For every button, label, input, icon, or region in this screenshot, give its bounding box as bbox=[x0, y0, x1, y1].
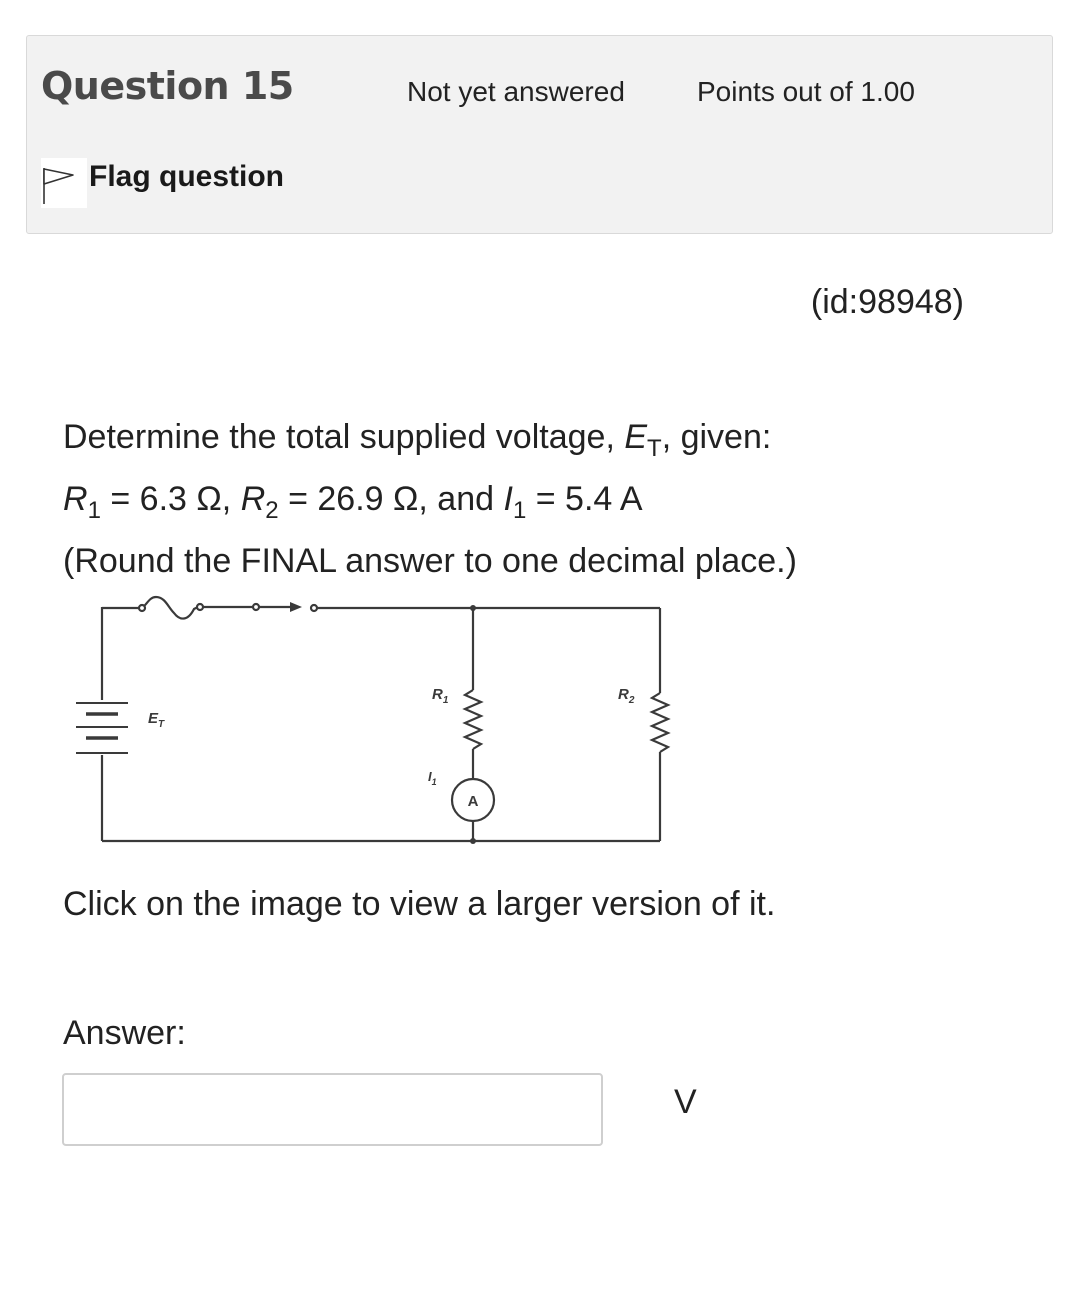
answer-unit: V bbox=[674, 1083, 697, 1121]
question-state: Not yet answered bbox=[407, 76, 625, 107]
current-label-sub: 1 bbox=[431, 777, 437, 787]
current-label: I bbox=[428, 769, 432, 784]
prompt-line bbox=[63, 406, 797, 468]
r2-label: R bbox=[618, 686, 629, 703]
question-text bbox=[63, 406, 797, 592]
question-id: (id:98948) bbox=[810, 283, 964, 321]
answer-label: Answer: bbox=[63, 1014, 186, 1052]
svg-text:I1 bbox=[428, 769, 437, 787]
r2-sub: 2 bbox=[265, 497, 279, 524]
r2-value: = 26.9 Ω, and bbox=[278, 480, 504, 518]
svg-text:ET bbox=[148, 710, 165, 730]
svg-text:R1 bbox=[432, 686, 449, 706]
question-info-box bbox=[26, 35, 1053, 234]
svg-text:R2 bbox=[618, 686, 635, 706]
r1-sub: 1 bbox=[87, 497, 101, 524]
click-note: Click on the image to view a larger version of it. bbox=[63, 885, 776, 923]
i1-value: = 5.4 A bbox=[526, 480, 643, 518]
prompt-suffix: , given: bbox=[661, 418, 772, 456]
given-line bbox=[63, 468, 797, 530]
flag-icon[interactable] bbox=[41, 158, 87, 208]
r1-value: = 6.3 Ω, bbox=[100, 480, 241, 518]
r2-symbol: R bbox=[240, 480, 266, 518]
source-label: E bbox=[148, 710, 159, 727]
prompt-prefix: Determine the total supplied voltage, bbox=[63, 418, 625, 456]
prompt-symbol-sub: T bbox=[647, 435, 662, 462]
source-label-sub: T bbox=[158, 719, 165, 730]
flag-question-label[interactable]: Flag question bbox=[89, 160, 284, 193]
prompt-symbol: E bbox=[624, 418, 648, 456]
ammeter-label: A bbox=[467, 793, 479, 810]
i1-symbol: I bbox=[503, 480, 513, 518]
r1-label: R bbox=[432, 686, 443, 703]
r1-label-sub: 1 bbox=[442, 695, 449, 706]
fuse-wire bbox=[102, 597, 252, 619]
rounding-note: (Round the FINAL answer to one decimal place.) bbox=[63, 542, 797, 580]
question-grade: Points out of 1.00 bbox=[697, 76, 915, 107]
flag-question-link[interactable] bbox=[41, 158, 284, 208]
r1-symbol: R bbox=[63, 480, 88, 518]
r2-label-sub: 2 bbox=[628, 695, 635, 706]
question-title: Question 15 bbox=[41, 64, 294, 108]
i1-sub: 1 bbox=[512, 497, 527, 524]
circuit-diagram[interactable] bbox=[62, 585, 682, 865]
answer-input[interactable] bbox=[62, 1073, 603, 1146]
